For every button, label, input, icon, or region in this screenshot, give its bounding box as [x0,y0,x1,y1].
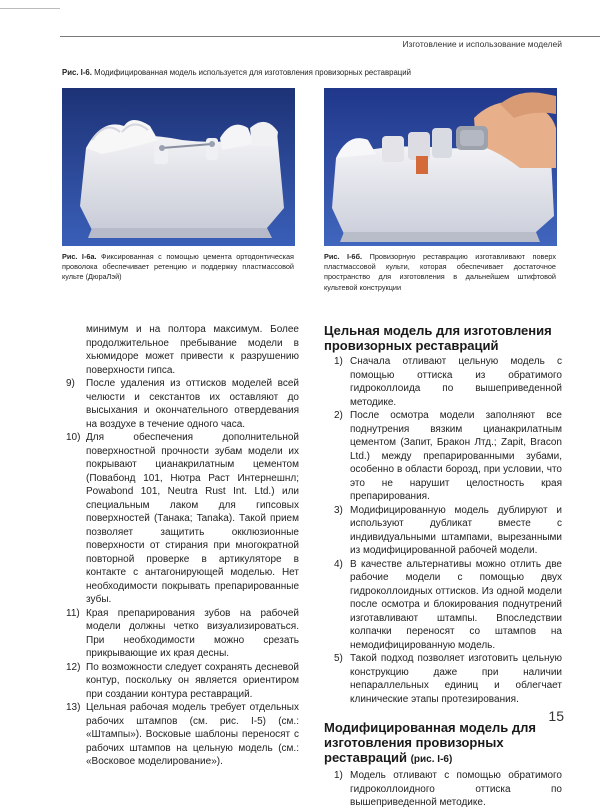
list-item-text: После осмотра модели заполняют все поднутрения вязким цианакрилатным цементом (Запит, Бракон Лтд.; Zapit, Bracon Ltd.) между препарированными зубами, особенно в области борозд, при условии, что это не нарушит целостность края препарирования. [350,410,562,502]
list-item [62,431,299,607]
figure-6a-label: Рис. I-6а. [62,252,97,261]
figure-main-label: Рис. I-6. [62,68,92,77]
figure-main-text: Модифицированная модель используется для изготовления провизорных реставраций [94,68,411,77]
list-item-number: 4) [334,558,343,570]
list-item-text: В качестве альтернативы можно отлить две рабочие модели с помощью двух гидроколлоидных оттисков. Из одной модели после осмотра и блокирования поднутрений изготавливают штампы. Впоследствии колпачки переносят со штампов на немодифицированную модель. [350,558,562,651]
list-item-number: 2) [334,410,343,421]
section-heading-whole-model: Цельная модель для изготовления провизорных реставраций [324,323,552,353]
running-header [0,18,600,48]
list-item-text: Модифицированную модель дублируют и используют дубликат вместе с индивидуальными штампами, вырезанными из модифицированной рабочей модели. [350,504,562,556]
header-section-title: Изготовление и использование моделей [402,39,562,49]
list-item-text: Для обеспечения дополнительной поверхностной прочности зубам модели их покрывают цианакрилатным цементом (Повабонд 101, Нютра Раст Интернешнл; Powabond 101, Neutra Rust Int. Ltd.) или специальным лаком для гипсовых поверхностей (Танака; Tanaka). Такой прием позволяет защитить окклюзионные поверхности от стирания при многократной повторной проверке в артикуляторе в контакте с антагонирующей моделью. Нет необходимости покрывать препарированные зубы. [86,432,299,605]
list-item-number: 1) [334,356,343,367]
list-item-number: 10) [66,432,81,443]
list-item [324,504,562,558]
list-item [324,558,562,653]
figure-6b-text: Провизорную реставрацию изготавливают поверх пластмассовой культи, которая обеспечивает достаточное пространство для изготовления в дальнейшем штифтовой культевой конструкции [324,252,557,292]
list-item-text: После удаления из оттисков моделей всей челюсти и секстантов их оставляют до высыхания и окончательного отвердевания на воздухе в течение одного часа. [86,378,299,430]
list-item-text: Сначала отливают цельную модель с помощью оттиска из обратимого гидроколлоида по вышеприведенной методике. [350,356,562,408]
section-heading-text: Модифицированная модель для изготовления провизорных реставраций [324,720,536,765]
section-heading-figure-ref: (рис. I-6) [410,754,453,765]
header-rule [60,36,600,37]
list-item [62,377,299,431]
list-item-text: Цельная рабочая модель требует отдельных рабочих штампов (см. рис. I-5) (см.: «Штампы»). Восковые шаблоны переносят с рабочих штампов на цельную модель (см.: «Восковое моделирование»). [86,702,299,767]
section-heading-modified-model [324,720,562,767]
list-item-number: 1) [334,770,343,781]
list-item-number: 9) [66,378,75,389]
list-item [62,661,299,702]
corner-trim-mark [0,8,60,9]
list-item-text: Модель отливают с помощью обратимого гидроколлоидного оттиска по вышеприведенной методике. [350,770,562,808]
dental-model-illustration-a [62,88,295,246]
figure-6a-text: Фиксированная с помощью цемента ортодонтическая проволока обеспечивает ретенцию и поддержку пластмассовой культе (ДюраЛэй) [62,252,294,282]
list-item-text: По возможности следует сохранять десневой контур, поскольку он является ориентиром при создании контура реставраций. [86,661,299,700]
list-item [62,607,299,661]
right-column [324,323,562,810]
list-item [324,652,562,706]
page-number: 15 [548,708,564,724]
list-item-text: Края препарирования зубов на рабочей модели должны четко визуализироваться. При необходимости можно срезать прикрывающие их края десны. [86,607,299,659]
list-item-number: 5) [334,653,343,664]
figure-6a-caption [62,252,294,283]
list-item-number: 13) [66,702,81,713]
figure-6a-photo [62,88,295,246]
list-item-number: 12) [66,661,81,673]
figure-6b-photo [324,88,557,246]
continuation-paragraph: минимум и на полтора максимум. Более продолжительное пребывание модели в хьюмидоре может привести к разрушению поверхности гипса. [86,324,299,376]
figure-6b-caption [324,252,556,293]
list-item [324,409,562,504]
list-item [324,355,562,409]
left-column [62,323,299,769]
list-item-text: Такой подход позволяет изготовить цельную конструкцию даже при наличии непараллельных единиц и облегчает клинические этапы протезирования. [350,653,562,705]
figure-6b-label: Рис. I-6б. [324,252,363,261]
list-item-number: 11) [66,607,80,619]
figure-main-caption [62,68,411,77]
list-item-number: 3) [334,504,343,516]
list-item [62,701,299,769]
list-item [324,769,562,810]
dental-model-illustration-b [324,88,557,246]
